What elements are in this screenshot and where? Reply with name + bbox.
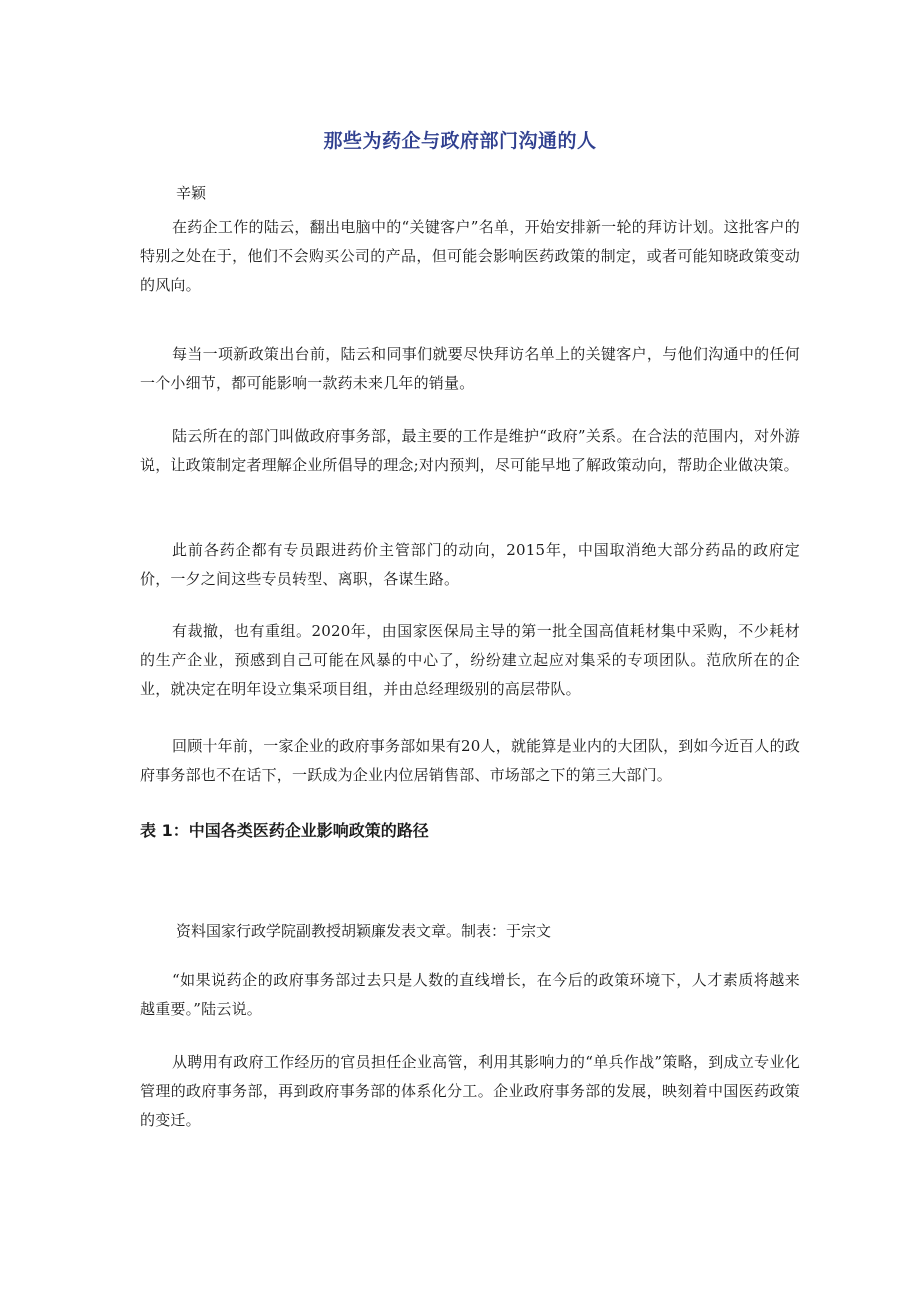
paragraph-4: 此前各药企都有专员跟进药价主管部门的动向，2015年，中国取消绝大部分药品的政府定价，一夕之间这些专员转型、离职，各谋生路。 xyxy=(140,541,800,588)
paragraph-6: 回顾十年前，一家企业的政府事务部如果有20人，就能算是业内的大团队，到如今近百人的政府事务部也不在话下，一跃成为企业内位居销售部、市场部之下的第三大部门。 xyxy=(140,737,800,784)
table-source-note: 资料国家行政学院副教授胡颖廉发表文章。制表：于宗文 xyxy=(176,922,552,940)
paragraph-7: “如果说药企的政府事务部过去只是人数的直线增长，在今后的政策环境下，人才素质将越来越重要。”陆云说。 xyxy=(140,971,800,1018)
paragraph-2: 每当一项新政策出台前，陆云和同事们就要尽快拜访名单上的关键客户，与他们沟通中的任何一个小细节，都可能影响一款药未来几年的销量。 xyxy=(140,345,800,392)
paragraph-5: 有裁撤，也有重组。2020年，由国家医保局主导的第一批全国高值耗材集中采购，不少耗材的生产企业，预感到自己可能在风暴的中心了，纷纷建立起应对集采的专项团队。范欣所在的企业，就决定在明年设立集采项目组，并由总经理级别的高层带队。 xyxy=(140,622,800,698)
paragraph-8: 从聘用有政府工作经历的官员担任企业高管，利用其影响力的“单兵作战”策略，到成立专业化管理的政府事务部，再到政府事务部的体系化分工。企业政府事务部的发展，映刻着中国医药政策的变迁。 xyxy=(140,1053,800,1129)
article-title: 那些为药企与政府部门沟通的人 xyxy=(323,130,597,152)
paragraph-1: 在药企工作的陆云，翻出电脑中的“关键客户”名单，开始安排新一轮的拜访计划。这批客户的特别之处在于，他们不会购买公司的产品，但可能会影响医药政策的制定，或者可能知晓政策变动的风向。 xyxy=(140,218,800,294)
paragraph-3: 陆云所在的部门叫做政府事务部，最主要的工作是维护“政府”关系。在合法的范围内，对外游说，让政策制定者理解企业所倡导的理念;对内预判，尽可能早地了解政策动向，帮助企业做决策。 xyxy=(140,427,800,474)
table-caption: 表 1：中国各类医药企业影响政策的路径 xyxy=(140,821,429,840)
author-name: 辛颖 xyxy=(176,184,207,202)
